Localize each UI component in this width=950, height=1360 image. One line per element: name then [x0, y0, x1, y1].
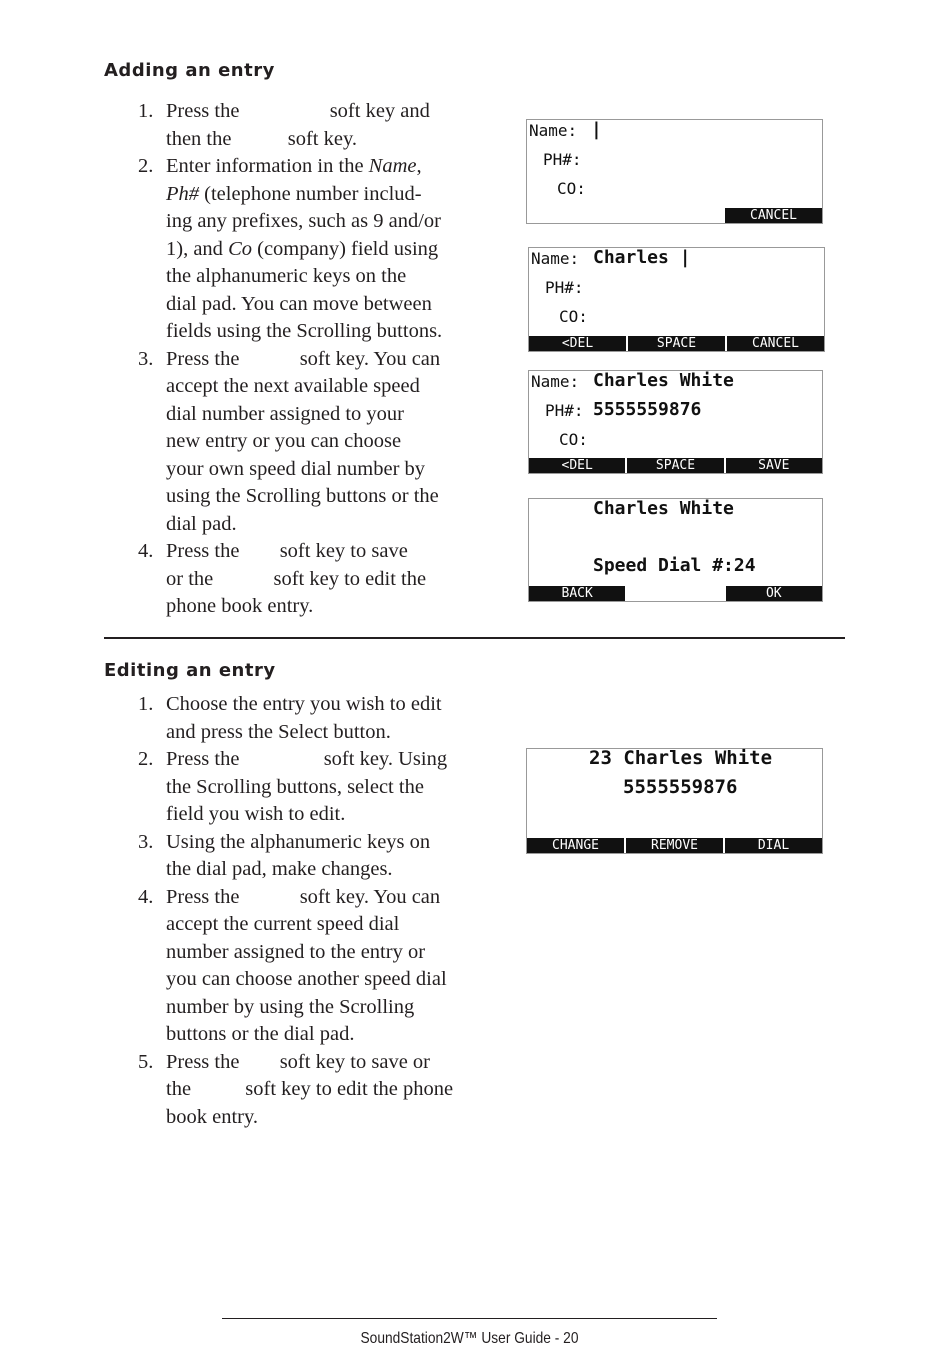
- step-text: number assigned to the entry or: [166, 940, 426, 963]
- step-text: using the Scrolling buttons or the: [166, 485, 439, 507]
- step-text: dial pad. You can move between: [166, 292, 432, 315]
- field-co-italic: Co: [228, 237, 252, 260]
- softkey-change[interactable]: CHANGE: [527, 838, 624, 853]
- step-text: Press the: [166, 1050, 245, 1073]
- step-text: dial number assigned to your: [166, 402, 404, 425]
- step-text: then the: [166, 127, 237, 150]
- step-text: ,: [416, 155, 422, 177]
- entry-name: Charles White: [593, 498, 734, 519]
- step-text: the alphanumeric keys on the: [166, 265, 407, 287]
- softkey-del[interactable]: <DEL: [529, 458, 625, 473]
- step-text: Press the: [166, 540, 245, 562]
- co-label: CO:: [557, 179, 586, 198]
- section-heading-editing: Editing an entry: [104, 660, 276, 681]
- softkey-1[interactable]: [527, 208, 624, 223]
- step-text: the: [166, 1078, 197, 1100]
- step-text: fields using the Scrolling buttons.: [166, 320, 443, 342]
- step-text: Press the: [166, 100, 245, 122]
- step-text: soft key to edit the phone: [240, 1078, 454, 1100]
- phone-screen-edit-entry: [526, 748, 823, 854]
- ph-label: PH#:: [545, 401, 584, 420]
- step-text: Press the: [166, 347, 245, 370]
- name-value: |: [591, 119, 602, 140]
- phone-screen-speed-dial: [528, 498, 823, 602]
- softkey-cancel[interactable]: CANCEL: [723, 208, 822, 223]
- name-value: Charles White: [593, 370, 734, 391]
- step-number: 4.: [138, 885, 154, 908]
- entry-title: 23 Charles White: [589, 747, 773, 769]
- step-number: 4.: [138, 540, 154, 562]
- step-text: soft key to save or: [274, 1050, 430, 1073]
- softkey-back[interactable]: BACK: [529, 586, 625, 601]
- ph-value: 5555559876: [593, 399, 702, 420]
- step-item: [138, 153, 488, 346]
- name-value: Charles |: [593, 247, 691, 268]
- phone-screen-full-entry: [528, 370, 823, 474]
- softkey-save[interactable]: SAVE: [724, 458, 822, 473]
- step-text: soft key and: [324, 100, 430, 122]
- step-text: Press the: [166, 885, 245, 908]
- softkey-bar: [527, 208, 822, 223]
- step-item: [138, 829, 488, 884]
- step-number: 3.: [138, 830, 154, 853]
- step-text: 1), and: [166, 237, 229, 260]
- ph-label: PH#:: [543, 150, 582, 169]
- softkey-del[interactable]: <DEL: [529, 336, 626, 351]
- name-label: Name:: [531, 249, 580, 268]
- name-label: Name:: [529, 121, 578, 140]
- field-ph-italic: Ph#: [166, 182, 200, 205]
- step-text: soft key. You can: [294, 885, 441, 908]
- step-text: the Scrolling buttons, select the: [166, 775, 424, 798]
- footer-divider: [222, 1318, 717, 1319]
- page-footer: SoundStation2W™ User Guide - 20: [360, 1330, 579, 1347]
- step-item: [138, 746, 488, 829]
- softkey-cancel[interactable]: CANCEL: [725, 336, 824, 351]
- step-text: Choose the entry you wish to edit: [166, 693, 442, 715]
- softkey-bar: [527, 838, 822, 853]
- step-item: [138, 884, 488, 1049]
- step-number: 1.: [138, 693, 154, 715]
- step-item: [138, 98, 488, 153]
- section-divider: [104, 637, 845, 639]
- step-text: ing any prefixes, such as 9 and/or: [166, 210, 441, 232]
- step-text: accept the next available speed: [166, 375, 420, 397]
- step-item: [138, 1049, 488, 1132]
- step-text: soft key to edit the: [268, 567, 427, 590]
- step-text: or the: [166, 567, 219, 590]
- phone-screen-typing-name: [528, 247, 825, 352]
- step-number: 5.: [138, 1050, 154, 1073]
- step-text: field you wish to edit.: [166, 803, 346, 825]
- step-text: your own speed dial number by: [166, 457, 426, 480]
- step-text: phone book entry.: [166, 595, 314, 617]
- step-text: soft key. You can: [294, 347, 441, 370]
- step-text: soft key. Using: [318, 748, 448, 770]
- step-item: [138, 538, 488, 621]
- step-text: (company) field using: [252, 237, 439, 260]
- step-text: buttons or the dial pad.: [166, 1023, 355, 1045]
- softkey-bar: [529, 458, 822, 473]
- step-text: Enter information in the: [166, 155, 369, 177]
- softkey-bar: [529, 336, 824, 351]
- softkey-space[interactable]: SPACE: [625, 458, 723, 473]
- softkey-bar: [529, 586, 822, 601]
- step-text: and press the Select button.: [166, 720, 391, 743]
- step-text: number by using the Scrolling: [166, 995, 415, 1018]
- step-text: the dial pad, make changes.: [166, 858, 393, 880]
- softkey-space[interactable]: SPACE: [626, 336, 725, 351]
- softkey-2[interactable]: [624, 208, 723, 223]
- step-text: accept the current speed dial: [166, 913, 400, 935]
- step-number: 2.: [138, 155, 154, 177]
- section-heading-adding: Adding an entry: [104, 60, 275, 81]
- phone-screen-new-entry: [526, 119, 823, 224]
- adding-steps-list: [138, 98, 488, 621]
- step-text: book entry.: [166, 1105, 259, 1128]
- step-number: 3.: [138, 347, 154, 370]
- step-text: dial pad.: [166, 512, 237, 535]
- ph-label: PH#:: [545, 278, 584, 297]
- step-text: new entry or you can choose: [166, 430, 402, 452]
- speed-dial-number: Speed Dial #:24: [593, 555, 756, 576]
- softkey-2[interactable]: [625, 586, 723, 601]
- step-text: soft key.: [282, 127, 357, 150]
- softkey-dial[interactable]: DIAL: [723, 838, 822, 853]
- name-label: Name:: [531, 372, 580, 391]
- step-text: soft key to save: [274, 540, 408, 562]
- editing-steps-list: [138, 691, 488, 1131]
- step-text: Press the: [166, 748, 245, 770]
- step-item: [138, 346, 488, 539]
- step-text: Using the alphanumeric keys on: [166, 830, 431, 853]
- entry-number: 5555559876: [623, 776, 738, 798]
- step-item: [138, 691, 488, 746]
- co-label: CO:: [559, 307, 588, 326]
- step-number: 1.: [138, 100, 154, 122]
- step-number: 2.: [138, 748, 154, 770]
- step-text: you can choose another speed dial: [166, 968, 447, 990]
- co-label: CO:: [559, 430, 588, 449]
- softkey-ok[interactable]: OK: [724, 586, 822, 601]
- field-name-italic: Name: [368, 155, 417, 177]
- softkey-remove[interactable]: REMOVE: [624, 838, 723, 853]
- step-text: (telephone number includ-: [199, 182, 422, 205]
